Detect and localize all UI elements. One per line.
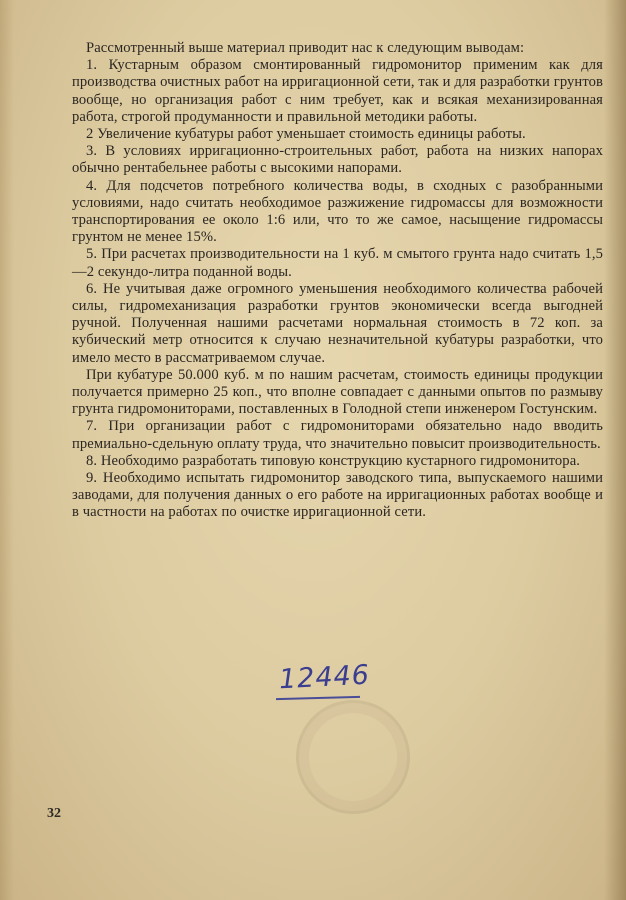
inventory-number: 12446: [278, 659, 371, 696]
paragraph-intro: Рассмотренный выше материал приводит нас к следующим выводам:: [86, 40, 525, 56]
paragraph-conclusion-7: 7. При организации работ с гидромониторами обязательно надо вводить премиально-сдельную оплату труда, что значительно повысит производительность.: [72, 418, 603, 452]
paragraph-conclusion-6: 6. Не учитывая даже огромного уменьшения необходимого количества рабочей силы, гидромеханизация разработки грунтов экономически всегда выгодней ручной. Полученная нашими расчетами нормальная стоимость в 72 коп. за кубический метр относится к случаю незначительной кубатуры разработки, что имело место в рассматриваемом случае.: [72, 280, 603, 366]
paragraph-conclusion-3: 3. В условиях ирригационно-строительных работ, работа на низких напорах обычно рентабельнее работы с высокими напорами.: [72, 143, 603, 177]
paragraph-conclusion-8: 8. Необходимо разработать типовую конструкцию кустарного гидромонитора.: [86, 452, 581, 469]
faded-stamp: [296, 700, 410, 814]
body-text: [72, 40, 603, 522]
paragraph-conclusion-9: 9. Необходимо испытать гидромонитор заводского типа, выпускаемого нашими заводами, для получения данных о его работе на ирригационных работах вообще и в частности на работах по очистке ирригационной сети.: [72, 470, 603, 521]
paragraph-conclusion-1: 1. Кустарным образом смонтированный гидромонитор применим как для производства очистных работ на ирригационной сети, так и для разработки грунтов вообще, но организация работ с ним требует, как и всякая механизированная работа, строгой продуманности и правильной методики работы.: [72, 57, 603, 125]
paragraph-conclusion-4: 4. Для подсчетов потребного количества воды, в сходных с разобранными условиями, надо считать необходимое разжижение гидромассы для возможности транспортирования ее около 1:6 или, что то же самое, насыщение гидромассы грунтом не менее 15%.: [72, 177, 603, 246]
page-number: 32: [47, 806, 61, 821]
paragraph-conclusion-5: 5. При расчетах производительности на 1 куб. м смытого грунта надо считать 1,5—2 секундо-литра поданной воды.: [72, 246, 603, 280]
paragraph-conclusion-2: 2 Увеличение кубатуры работ уменьшает стоимость единицы работы.: [86, 126, 526, 143]
paragraph-conclusion-6-cont: При кубатуре 50.000 куб. м по нашим расчетам, стоимость единицы продукции получается примерно 25 коп., что вполне совпадает с данными опытов по размыву грунта гидромониторами, поставленных в Голодной степи инженером Гостунским.: [72, 366, 603, 418]
